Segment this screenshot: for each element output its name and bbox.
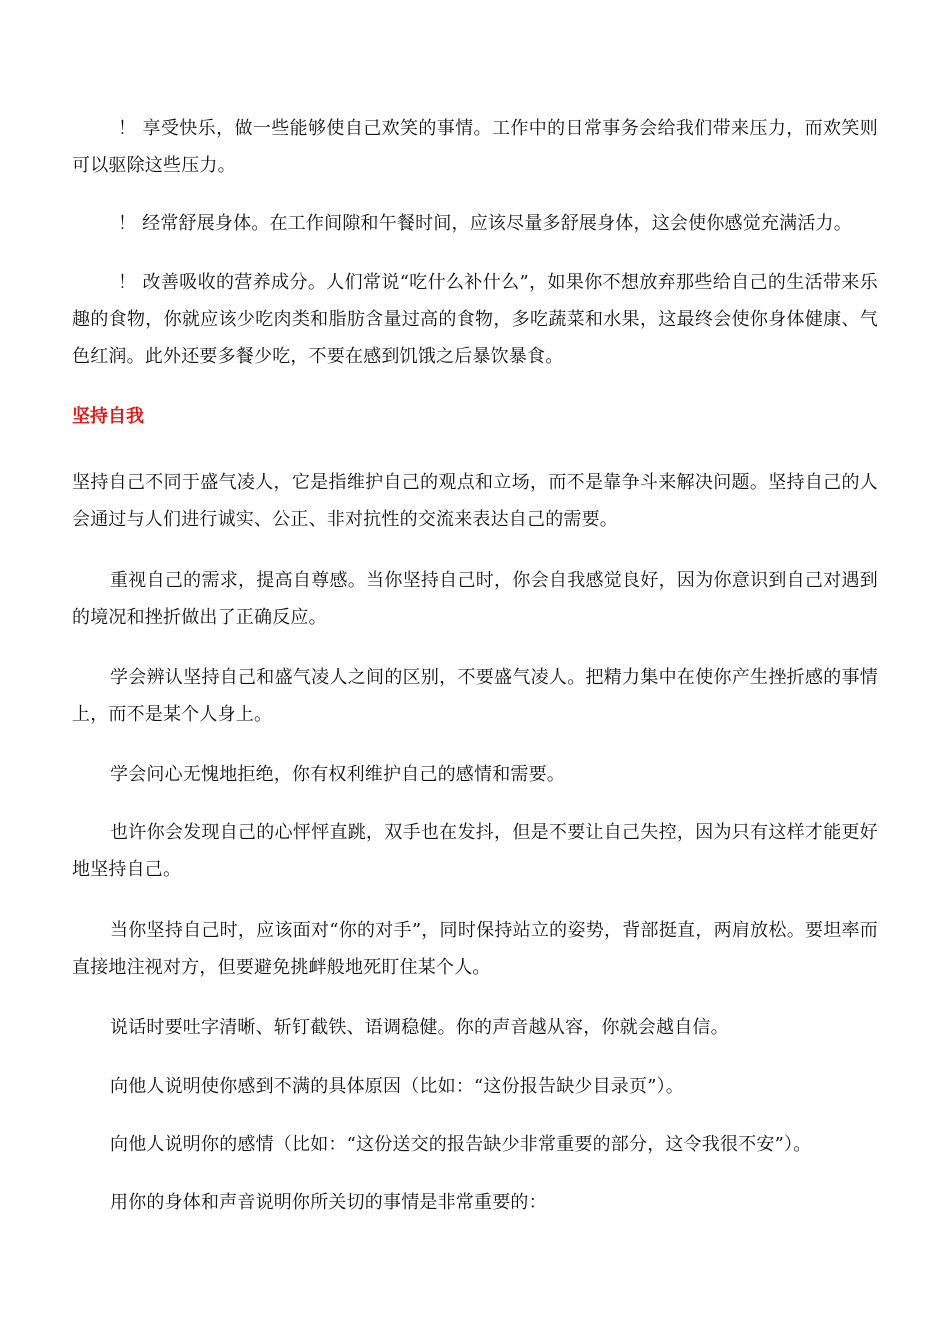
bullet-paragraph-nutrition: ！ 改善吸收的营养成分。人们常说“吃什么补什么”，如果你不想放弃那些给自己的生活带来乐趣的食物，你就应该少吃肉类和脂肪含量过高的食物，多吃蔬菜和水果，这最终会使你身体健康、气色红润。此外还要多餐少吃，不要在感到饥饿之后暴饮暴食。 <box>72 272 878 367</box>
section-intro: 坚持自己不同于盛气凌人，它是指维护自己的观点和立场，而不是靠争斗来解决问题。坚持自己的人会通过与人们进行诚实、公正、非对抗性的交流来表达自己的需要。 <box>72 472 878 530</box>
body-paragraph: 向他人说明使你感到不满的具体原因（比如：“这份报告缺少目录页”）。 <box>110 1076 685 1097</box>
bullet-paragraph-stretch: ！ 经常舒展身体。在工作间隙和午餐时间，应该尽量多舒展身体，这会使你感觉充满活力。 <box>118 213 852 234</box>
body-paragraph: 重视自己的需求，提高自尊感。当你坚持自己时，你会自我感觉良好，因为你意识到自己对遇到的境况和挫折做出了正确反应。 <box>72 570 878 628</box>
body-paragraph: 说话时要吐字清晰、斩钉截铁、语调稳健。你的声音越从容，你就会越自信。 <box>110 1017 729 1038</box>
body-paragraph: 用你的身体和声音说明你所关切的事情是非常重要的： <box>110 1192 547 1213</box>
body-paragraph: 也许你会发现自己的心怦怦直跳，双手也在发抖，但是不要让自己失控，因为只有这样才能更好地坚持自己。 <box>72 822 878 880</box>
bullet-paragraph-enjoy: ！ 享受快乐，做一些能够使自己欢笑的事情。工作中的日常事务会给我们带来压力，而欢笑则可以驱除这些压力。 <box>72 118 878 176</box>
body-paragraph: 当你坚持自己时，应该面对“你的对手”，同时保持站立的姿势，背部挺直，两肩放松。要坦率而直接地注视对方，但要避免挑衅般地死盯住某个人。 <box>72 920 878 978</box>
section-heading: 坚持自我 <box>72 406 144 427</box>
body-paragraph: 向他人说明你的感情（比如：“这份送交的报告缺少非常重要的部分，这令我很不安”）。 <box>110 1134 812 1155</box>
body-paragraph: 学会问心无愧地拒绝，你有权利维护自己的感情和需要。 <box>110 764 565 785</box>
body-paragraph: 学会辨认坚持自己和盛气凌人之间的区别，不要盛气凌人。把精力集中在使你产生挫折感的事情上，而不是某个人身上。 <box>72 667 878 725</box>
